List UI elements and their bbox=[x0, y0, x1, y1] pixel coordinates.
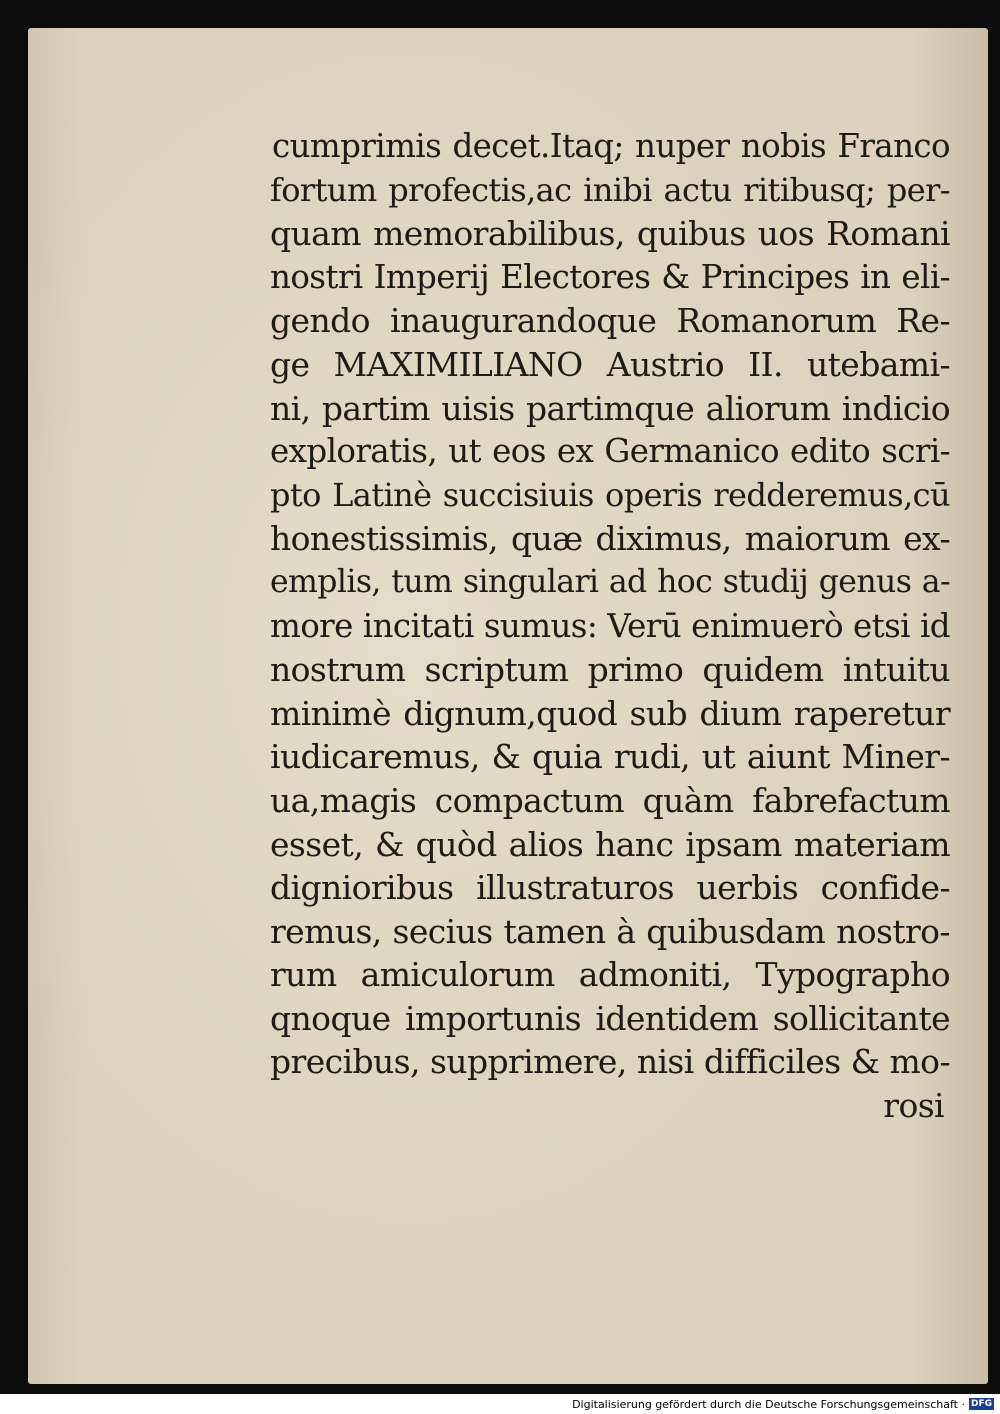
text-line: qnoque importunis identidem sollicitante bbox=[270, 998, 950, 1038]
text-line: dignioribus illustraturos uerbis confide- bbox=[270, 868, 950, 908]
text-line: minimè dignum,quod sub dium raperetur bbox=[270, 693, 950, 733]
text-line: more incitati sumus: Verū enimuerò etsi id bbox=[270, 606, 950, 645]
text-line: remus, secius tamen à quibusdam nostro- bbox=[270, 911, 950, 951]
text-line: exploratis, ut eos ex Germanico edito scri- bbox=[270, 432, 950, 471]
text-line: fortum profectis,ac inibi actu ritibusq; per- bbox=[270, 170, 950, 209]
text-line: esset, & quòd alios hanc ipsam materiam bbox=[270, 824, 950, 864]
text-line: emplis, tum singulari ad hoc studij genus a- bbox=[270, 563, 950, 600]
text-line: ni, partim uisis partimque aliorum indicio bbox=[270, 388, 950, 428]
credit-text: Digitalisierung gefördert durch die Deutsche Forschungsgemeinschaft · bbox=[572, 1397, 965, 1411]
dfg-logo-icon: DFG bbox=[970, 1399, 992, 1409]
text-line: honestissimis, quæ diximus, maiorum ex- bbox=[270, 519, 950, 559]
digitization-credit bbox=[572, 1397, 994, 1411]
body-text bbox=[270, 125, 950, 1128]
text-line: rum amiculorum admoniti, Typographo bbox=[270, 955, 950, 995]
catchword: rosi bbox=[883, 1086, 944, 1126]
text-line: pto Latinè succisiuis operis redderemus,cū bbox=[270, 475, 950, 514]
text-line: cumprimis decet.Itaq; nuper nobis Franco bbox=[272, 127, 950, 165]
text-line: nostri Imperij Electores & Principes in eli- bbox=[270, 257, 950, 296]
text-line: iudicaremus, & quia rudi, ut aiunt Miner- bbox=[270, 737, 950, 777]
text-line: ua,magis compactum quàm fabrefactum bbox=[270, 780, 950, 820]
book-page bbox=[28, 28, 988, 1384]
text-line: quam memorabilibus, quibus uos Romani bbox=[270, 214, 950, 254]
text-line: precibus, supprimere, nisi difficiles & mo- bbox=[270, 1042, 950, 1082]
text-line: gendo inaugurandoque Romanorum Re- bbox=[270, 301, 950, 341]
text-line: nostrum scriptum primo quidem intuitu bbox=[270, 650, 950, 690]
text-line: ge MAXIMILIANO Austrio II. utebami- bbox=[270, 344, 950, 384]
